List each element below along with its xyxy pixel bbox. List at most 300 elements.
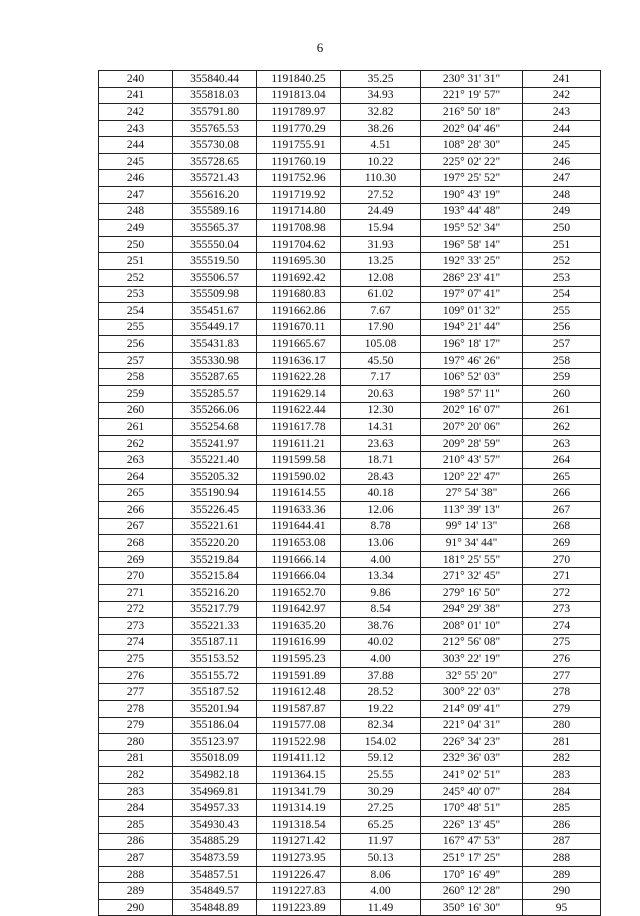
- next-point-cell: 246: [523, 153, 601, 170]
- next-point-cell: 245: [523, 137, 601, 154]
- next-point-cell: 243: [523, 104, 601, 121]
- next-point-cell: 248: [523, 187, 601, 204]
- table-row: [99, 584, 601, 601]
- x-coordinate-cell: 355431.83: [173, 336, 257, 353]
- point-number-cell: 242: [99, 104, 173, 121]
- bearing-cell: 192° 33' 25": [421, 253, 523, 270]
- point-number-cell: 266: [99, 502, 173, 519]
- table-row: [99, 336, 601, 353]
- next-point-cell: 242: [523, 87, 601, 104]
- distance-cell: 35.25: [341, 71, 421, 88]
- x-coordinate-cell: 355201.94: [173, 700, 257, 717]
- point-number-cell: 247: [99, 187, 173, 204]
- next-point-cell: 272: [523, 584, 601, 601]
- table-row: [99, 220, 601, 237]
- point-number-cell: 289: [99, 883, 173, 900]
- distance-cell: 11.97: [341, 833, 421, 850]
- distance-cell: 31.93: [341, 236, 421, 253]
- table-row: [99, 667, 601, 684]
- next-point-cell: 268: [523, 518, 601, 535]
- bearing-cell: 216° 50' 18": [421, 104, 523, 121]
- x-coordinate-cell: 355219.84: [173, 551, 257, 568]
- next-point-cell: 271: [523, 568, 601, 585]
- y-coordinate-cell: 1191666.04: [257, 568, 341, 585]
- x-coordinate-cell: 355220.20: [173, 535, 257, 552]
- y-coordinate-cell: 1191611.21: [257, 435, 341, 452]
- distance-cell: 45.50: [341, 352, 421, 369]
- table-row: [99, 253, 601, 270]
- distance-cell: 15.94: [341, 220, 421, 237]
- distance-cell: 12.08: [341, 269, 421, 286]
- bearing-cell: 109° 01' 32": [421, 303, 523, 320]
- x-coordinate-cell: 354873.59: [173, 850, 257, 867]
- next-point-cell: 247: [523, 170, 601, 187]
- distance-cell: 61.02: [341, 286, 421, 303]
- next-point-cell: 265: [523, 468, 601, 485]
- y-coordinate-cell: 1191652.70: [257, 584, 341, 601]
- next-point-cell: 289: [523, 866, 601, 883]
- distance-cell: 4.51: [341, 137, 421, 154]
- table-row: [99, 618, 601, 635]
- y-coordinate-cell: 1191719.92: [257, 187, 341, 204]
- y-coordinate-cell: 1191770.29: [257, 120, 341, 137]
- bearing-cell: 193° 44' 48": [421, 203, 523, 220]
- distance-cell: 20.63: [341, 385, 421, 402]
- point-number-cell: 263: [99, 452, 173, 469]
- point-number-cell: 288: [99, 866, 173, 883]
- y-coordinate-cell: 1191522.98: [257, 734, 341, 751]
- x-coordinate-cell: 355506.57: [173, 269, 257, 286]
- coordinates-table: [98, 70, 601, 916]
- y-coordinate-cell: 1191755.91: [257, 137, 341, 154]
- distance-cell: 18.71: [341, 452, 421, 469]
- x-coordinate-cell: 355721.43: [173, 170, 257, 187]
- table-row: [99, 137, 601, 154]
- next-point-cell: 270: [523, 551, 601, 568]
- next-point-cell: 263: [523, 435, 601, 452]
- y-coordinate-cell: 1191708.98: [257, 220, 341, 237]
- point-number-cell: 285: [99, 817, 173, 834]
- point-number-cell: 240: [99, 71, 173, 88]
- next-point-cell: 278: [523, 684, 601, 701]
- point-number-cell: 265: [99, 485, 173, 502]
- x-coordinate-cell: 355190.94: [173, 485, 257, 502]
- point-number-cell: 251: [99, 253, 173, 270]
- table-row: [99, 651, 601, 668]
- x-coordinate-cell: 355589.16: [173, 203, 257, 220]
- next-point-cell: 284: [523, 783, 601, 800]
- bearing-cell: 221° 04' 31": [421, 717, 523, 734]
- bearing-cell: 197° 46' 26": [421, 352, 523, 369]
- table-row: [99, 783, 601, 800]
- x-coordinate-cell: 355215.84: [173, 568, 257, 585]
- next-point-cell: 257: [523, 336, 601, 353]
- y-coordinate-cell: 1191789.97: [257, 104, 341, 121]
- y-coordinate-cell: 1191644.41: [257, 518, 341, 535]
- y-coordinate-cell: 1191695.30: [257, 253, 341, 270]
- x-coordinate-cell: 355616.20: [173, 187, 257, 204]
- point-number-cell: 264: [99, 468, 173, 485]
- y-coordinate-cell: 1191595.23: [257, 651, 341, 668]
- distance-cell: 59.12: [341, 750, 421, 767]
- bearing-cell: 214° 09' 41": [421, 700, 523, 717]
- point-number-cell: 253: [99, 286, 173, 303]
- next-point-cell: 287: [523, 833, 601, 850]
- distance-cell: 110.30: [341, 170, 421, 187]
- table-row: [99, 568, 601, 585]
- bearing-cell: 209° 28' 59": [421, 435, 523, 452]
- point-number-cell: 286: [99, 833, 173, 850]
- y-coordinate-cell: 1191622.28: [257, 369, 341, 386]
- y-coordinate-cell: 1191318.54: [257, 817, 341, 834]
- next-point-cell: 273: [523, 601, 601, 618]
- bearing-cell: 207° 20' 06": [421, 419, 523, 436]
- distance-cell: 32.82: [341, 104, 421, 121]
- next-point-cell: 279: [523, 700, 601, 717]
- table-row: [99, 87, 601, 104]
- next-point-cell: 256: [523, 319, 601, 336]
- y-coordinate-cell: 1191760.19: [257, 153, 341, 170]
- bearing-cell: 190° 43' 19": [421, 187, 523, 204]
- next-point-cell: 267: [523, 502, 601, 519]
- x-coordinate-cell: 355226.45: [173, 502, 257, 519]
- x-coordinate-cell: 355205.32: [173, 468, 257, 485]
- next-point-cell: 275: [523, 634, 601, 651]
- y-coordinate-cell: 1191587.87: [257, 700, 341, 717]
- y-coordinate-cell: 1191714.80: [257, 203, 341, 220]
- bearing-cell: 194° 21' 44": [421, 319, 523, 336]
- distance-cell: 8.06: [341, 866, 421, 883]
- x-coordinate-cell: 355221.33: [173, 618, 257, 635]
- distance-cell: 12.30: [341, 402, 421, 419]
- table-row: [99, 535, 601, 552]
- x-coordinate-cell: 355728.65: [173, 153, 257, 170]
- y-coordinate-cell: 1191665.67: [257, 336, 341, 353]
- bearing-cell: 221° 19' 57": [421, 87, 523, 104]
- next-point-cell: 244: [523, 120, 601, 137]
- x-coordinate-cell: 355153.52: [173, 651, 257, 668]
- point-number-cell: 270: [99, 568, 173, 585]
- distance-cell: 38.76: [341, 618, 421, 635]
- distance-cell: 25.55: [341, 767, 421, 784]
- y-coordinate-cell: 1191314.19: [257, 800, 341, 817]
- bearing-cell: 196° 18' 17": [421, 336, 523, 353]
- x-coordinate-cell: 354885.29: [173, 833, 257, 850]
- bearing-cell: 196° 58' 14": [421, 236, 523, 253]
- x-coordinate-cell: 355186.04: [173, 717, 257, 734]
- bearing-cell: 198° 57' 11": [421, 385, 523, 402]
- next-point-cell: 280: [523, 717, 601, 734]
- y-coordinate-cell: 1191680.83: [257, 286, 341, 303]
- point-number-cell: 278: [99, 700, 173, 717]
- distance-cell: 30.29: [341, 783, 421, 800]
- point-number-cell: 283: [99, 783, 173, 800]
- y-coordinate-cell: 1191670.11: [257, 319, 341, 336]
- table-row: [99, 71, 601, 88]
- y-coordinate-cell: 1191692.42: [257, 269, 341, 286]
- bearing-cell: 195° 52' 34": [421, 220, 523, 237]
- point-number-cell: 256: [99, 336, 173, 353]
- table-row: [99, 452, 601, 469]
- point-number-cell: 268: [99, 535, 173, 552]
- bearing-cell: 212° 56' 08": [421, 634, 523, 651]
- table-row: [99, 170, 601, 187]
- distance-cell: 37.88: [341, 667, 421, 684]
- distance-cell: 4.00: [341, 551, 421, 568]
- y-coordinate-cell: 1191642.97: [257, 601, 341, 618]
- point-number-cell: 277: [99, 684, 173, 701]
- distance-cell: 40.18: [341, 485, 421, 502]
- x-coordinate-cell: 355451.67: [173, 303, 257, 320]
- x-coordinate-cell: 355818.03: [173, 87, 257, 104]
- table-row: [99, 203, 601, 220]
- x-coordinate-cell: 355765.53: [173, 120, 257, 137]
- x-coordinate-cell: 355285.57: [173, 385, 257, 402]
- x-coordinate-cell: 355509.98: [173, 286, 257, 303]
- table-row: [99, 551, 601, 568]
- point-number-cell: 254: [99, 303, 173, 320]
- distance-cell: 154.02: [341, 734, 421, 751]
- bearing-cell: 208° 01' 10": [421, 618, 523, 635]
- distance-cell: 4.00: [341, 651, 421, 668]
- next-point-cell: 261: [523, 402, 601, 419]
- x-coordinate-cell: 355155.72: [173, 667, 257, 684]
- point-number-cell: 282: [99, 767, 173, 784]
- x-coordinate-cell: 355254.68: [173, 419, 257, 436]
- y-coordinate-cell: 1191622.44: [257, 402, 341, 419]
- next-point-cell: 249: [523, 203, 601, 220]
- table-row: [99, 468, 601, 485]
- bearing-cell: 230° 31' 31": [421, 71, 523, 88]
- next-point-cell: 250: [523, 220, 601, 237]
- point-number-cell: 261: [99, 419, 173, 436]
- point-number-cell: 243: [99, 120, 173, 137]
- table-row: [99, 269, 601, 286]
- table-row: [99, 634, 601, 651]
- point-number-cell: 276: [99, 667, 173, 684]
- distance-cell: 82.34: [341, 717, 421, 734]
- bearing-cell: 300° 22' 03": [421, 684, 523, 701]
- next-point-cell: 262: [523, 419, 601, 436]
- y-coordinate-cell: 1191617.78: [257, 419, 341, 436]
- table-row: [99, 104, 601, 121]
- distance-cell: 27.52: [341, 187, 421, 204]
- table-row: [99, 750, 601, 767]
- table-row: [99, 717, 601, 734]
- distance-cell: 13.34: [341, 568, 421, 585]
- bearing-cell: 197° 25' 52": [421, 170, 523, 187]
- point-number-cell: 258: [99, 369, 173, 386]
- table-row: [99, 800, 601, 817]
- point-number-cell: 252: [99, 269, 173, 286]
- x-coordinate-cell: 354930.43: [173, 817, 257, 834]
- distance-cell: 11.49: [341, 899, 421, 916]
- point-number-cell: 274: [99, 634, 173, 651]
- x-coordinate-cell: 355550.04: [173, 236, 257, 253]
- table-row: [99, 899, 601, 916]
- table-row: [99, 601, 601, 618]
- x-coordinate-cell: 355216.20: [173, 584, 257, 601]
- table-row: [99, 817, 601, 834]
- point-number-cell: 245: [99, 153, 173, 170]
- bearing-cell: 225° 02' 22": [421, 153, 523, 170]
- next-point-cell: 286: [523, 817, 601, 834]
- table-row: [99, 419, 601, 436]
- distance-cell: 65.25: [341, 817, 421, 834]
- distance-cell: 8.54: [341, 601, 421, 618]
- table-row: [99, 850, 601, 867]
- next-point-cell: 281: [523, 734, 601, 751]
- distance-cell: 19.22: [341, 700, 421, 717]
- bearing-cell: 170° 16' 49": [421, 866, 523, 883]
- distance-cell: 8.78: [341, 518, 421, 535]
- y-coordinate-cell: 1191411.12: [257, 750, 341, 767]
- next-point-cell: 259: [523, 369, 601, 386]
- table-row: [99, 303, 601, 320]
- table-row: [99, 385, 601, 402]
- y-coordinate-cell: 1191271.42: [257, 833, 341, 850]
- next-point-cell: 264: [523, 452, 601, 469]
- distance-cell: 13.25: [341, 253, 421, 270]
- next-point-cell: 283: [523, 767, 601, 784]
- distance-cell: 13.06: [341, 535, 421, 552]
- distance-cell: 14.31: [341, 419, 421, 436]
- x-coordinate-cell: 355287.65: [173, 369, 257, 386]
- distance-cell: 7.17: [341, 369, 421, 386]
- next-point-cell: 290: [523, 883, 601, 900]
- table-row: [99, 153, 601, 170]
- table-row: [99, 435, 601, 452]
- x-coordinate-cell: 355187.52: [173, 684, 257, 701]
- distance-cell: 17.90: [341, 319, 421, 336]
- bearing-cell: 210° 43' 57": [421, 452, 523, 469]
- distance-cell: 10.22: [341, 153, 421, 170]
- next-point-cell: 241: [523, 71, 601, 88]
- point-number-cell: 267: [99, 518, 173, 535]
- bearing-cell: 303° 22' 19": [421, 651, 523, 668]
- table-row: [99, 286, 601, 303]
- table-row: [99, 187, 601, 204]
- y-coordinate-cell: 1191635.20: [257, 618, 341, 635]
- next-point-cell: 276: [523, 651, 601, 668]
- bearing-cell: 251° 17' 25": [421, 850, 523, 867]
- y-coordinate-cell: 1191636.17: [257, 352, 341, 369]
- next-point-cell: 288: [523, 850, 601, 867]
- y-coordinate-cell: 1191704.62: [257, 236, 341, 253]
- table-row: [99, 352, 601, 369]
- table-row: [99, 866, 601, 883]
- bearing-cell: 294° 29' 38": [421, 601, 523, 618]
- next-point-cell: 269: [523, 535, 601, 552]
- x-coordinate-cell: 355266.06: [173, 402, 257, 419]
- x-coordinate-cell: 355123.97: [173, 734, 257, 751]
- distance-cell: 34.93: [341, 87, 421, 104]
- bearing-cell: 226° 13' 45": [421, 817, 523, 834]
- coordinates-table-body: [99, 71, 601, 916]
- table-row: [99, 369, 601, 386]
- x-coordinate-cell: 355221.40: [173, 452, 257, 469]
- y-coordinate-cell: 1191227.83: [257, 883, 341, 900]
- bearing-cell: 279° 16' 50": [421, 584, 523, 601]
- distance-cell: 4.00: [341, 883, 421, 900]
- page-number: 6: [316, 40, 324, 55]
- distance-cell: 38.26: [341, 120, 421, 137]
- bearing-cell: 106° 52' 03": [421, 369, 523, 386]
- next-point-cell: 277: [523, 667, 601, 684]
- x-coordinate-cell: 355449.17: [173, 319, 257, 336]
- distance-cell: 27.25: [341, 800, 421, 817]
- bearing-cell: 32° 55' 20": [421, 667, 523, 684]
- next-point-cell: 285: [523, 800, 601, 817]
- bearing-cell: 245° 40' 07": [421, 783, 523, 800]
- y-coordinate-cell: 1191752.96: [257, 170, 341, 187]
- bearing-cell: 286° 23' 41": [421, 269, 523, 286]
- x-coordinate-cell: 355217.79: [173, 601, 257, 618]
- x-coordinate-cell: 354857.51: [173, 866, 257, 883]
- table-row: [99, 700, 601, 717]
- point-number-cell: 241: [99, 87, 173, 104]
- distance-cell: 9.86: [341, 584, 421, 601]
- bearing-cell: 271° 32' 45": [421, 568, 523, 585]
- next-point-cell: 255: [523, 303, 601, 320]
- x-coordinate-cell: 355519.50: [173, 253, 257, 270]
- bearing-cell: 197° 07' 41": [421, 286, 523, 303]
- next-point-cell: 253: [523, 269, 601, 286]
- bearing-cell: 91° 34' 44": [421, 535, 523, 552]
- distance-cell: 23.63: [341, 435, 421, 452]
- y-coordinate-cell: 1191612.48: [257, 684, 341, 701]
- table-row: [99, 485, 601, 502]
- table-row: [99, 684, 601, 701]
- table-row: [99, 734, 601, 751]
- point-number-cell: 260: [99, 402, 173, 419]
- bearing-cell: 181° 25' 55": [421, 551, 523, 568]
- point-number-cell: 287: [99, 850, 173, 867]
- table-row: [99, 236, 601, 253]
- bearing-cell: 232° 36' 03": [421, 750, 523, 767]
- table-row: [99, 883, 601, 900]
- point-number-cell: 244: [99, 137, 173, 154]
- table-row: [99, 502, 601, 519]
- table-row: [99, 518, 601, 535]
- distance-cell: 50.13: [341, 850, 421, 867]
- bearing-cell: 108° 28' 30": [421, 137, 523, 154]
- table-row: [99, 319, 601, 336]
- y-coordinate-cell: 1191666.14: [257, 551, 341, 568]
- x-coordinate-cell: 354848.89: [173, 899, 257, 916]
- y-coordinate-cell: 1191614.55: [257, 485, 341, 502]
- x-coordinate-cell: 354982.18: [173, 767, 257, 784]
- y-coordinate-cell: 1191226.47: [257, 866, 341, 883]
- y-coordinate-cell: 1191599.58: [257, 452, 341, 469]
- table-row: [99, 833, 601, 850]
- point-number-cell: 259: [99, 385, 173, 402]
- x-coordinate-cell: 355791.80: [173, 104, 257, 121]
- bearing-cell: 241° 02' 51": [421, 767, 523, 784]
- x-coordinate-cell: 355018.09: [173, 750, 257, 767]
- bearing-cell: 170° 48' 51": [421, 800, 523, 817]
- point-number-cell: 257: [99, 352, 173, 369]
- next-point-cell: 258: [523, 352, 601, 369]
- x-coordinate-cell: 354957.33: [173, 800, 257, 817]
- y-coordinate-cell: 1191653.08: [257, 535, 341, 552]
- bearing-cell: 202° 04' 46": [421, 120, 523, 137]
- point-number-cell: 271: [99, 584, 173, 601]
- y-coordinate-cell: 1191341.79: [257, 783, 341, 800]
- next-point-cell: 254: [523, 286, 601, 303]
- point-number-cell: 273: [99, 618, 173, 635]
- y-coordinate-cell: 1191633.36: [257, 502, 341, 519]
